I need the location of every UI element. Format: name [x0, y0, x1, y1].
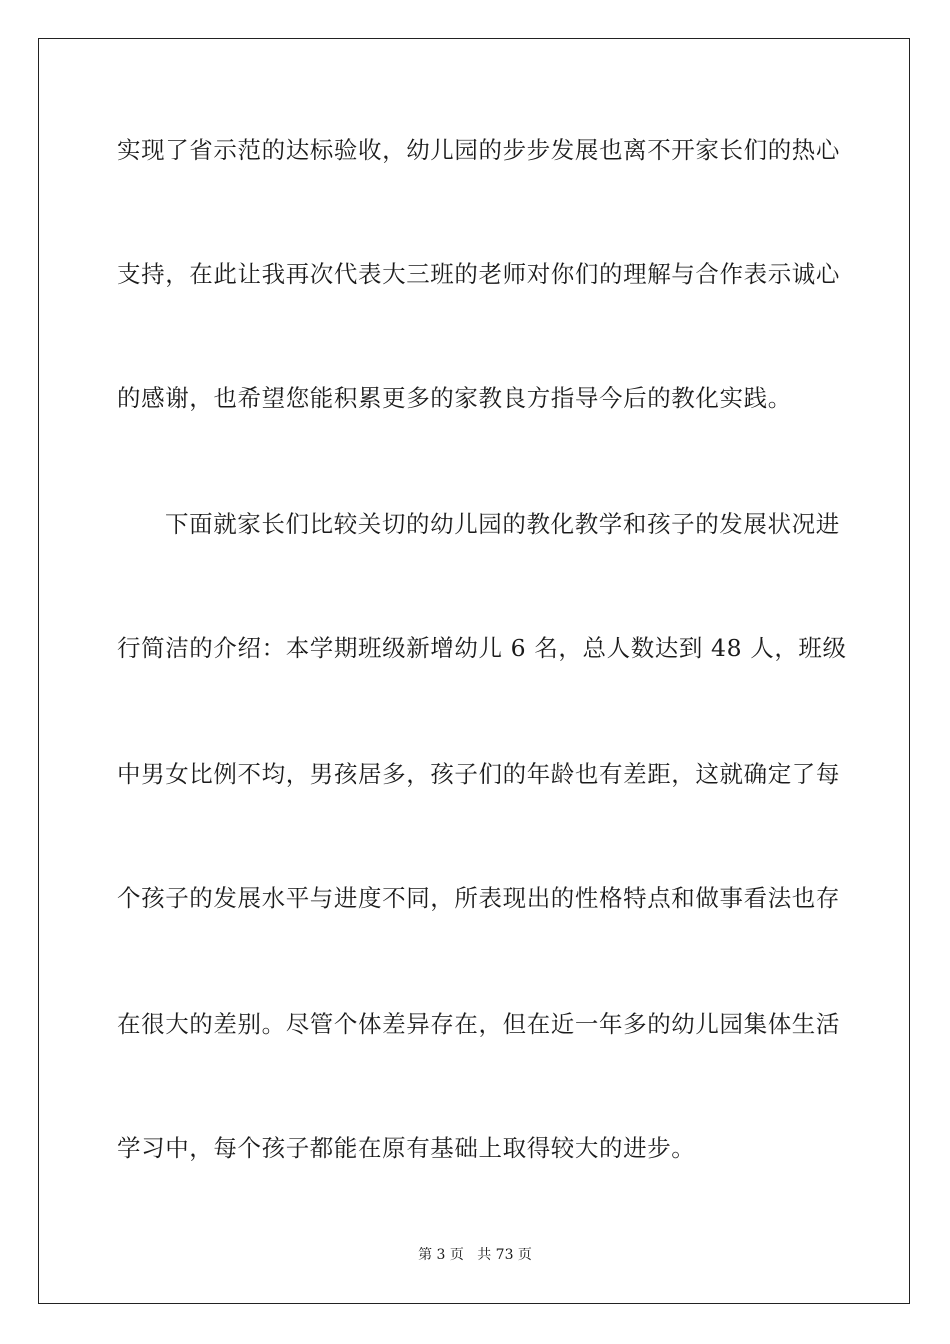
text-line-6: 中男女比例不均，男孩居多，孩子们的年龄也有差距，这就确定了每	[117, 760, 840, 788]
text-line-5: 行简洁的介绍：本学期班级新增幼儿 6 名，总人数达到 48 人，班级	[117, 634, 847, 662]
page-number-footer: 第 3 页 共 73 页	[418, 1247, 532, 1263]
text-line-7: 个孩子的发展水平与进度不同，所表现出的性格特点和做事看法也存	[117, 884, 840, 912]
text-line-2: 支持，在此让我再次代表大三班的老师对你们的理解与合作表示诚心	[117, 260, 840, 288]
page-border	[38, 38, 910, 1304]
text-line-1: 实现了省示范的达标验收，幼儿园的步步发展也离不开家长们的热心	[117, 136, 840, 164]
text-line-4: 下面就家长们比较关切的幼儿园的教化教学和孩子的发展状况进	[165, 510, 840, 538]
text-line-9: 学习中，每个孩子都能在原有基础上取得较大的进步。	[117, 1134, 696, 1162]
text-line-3: 的感谢，也希望您能积累更多的家教良方指导今后的教化实践。	[117, 384, 792, 412]
text-line-8: 在很大的差别。尽管个体差异存在，但在近一年多的幼儿园集体生活	[117, 1010, 840, 1038]
